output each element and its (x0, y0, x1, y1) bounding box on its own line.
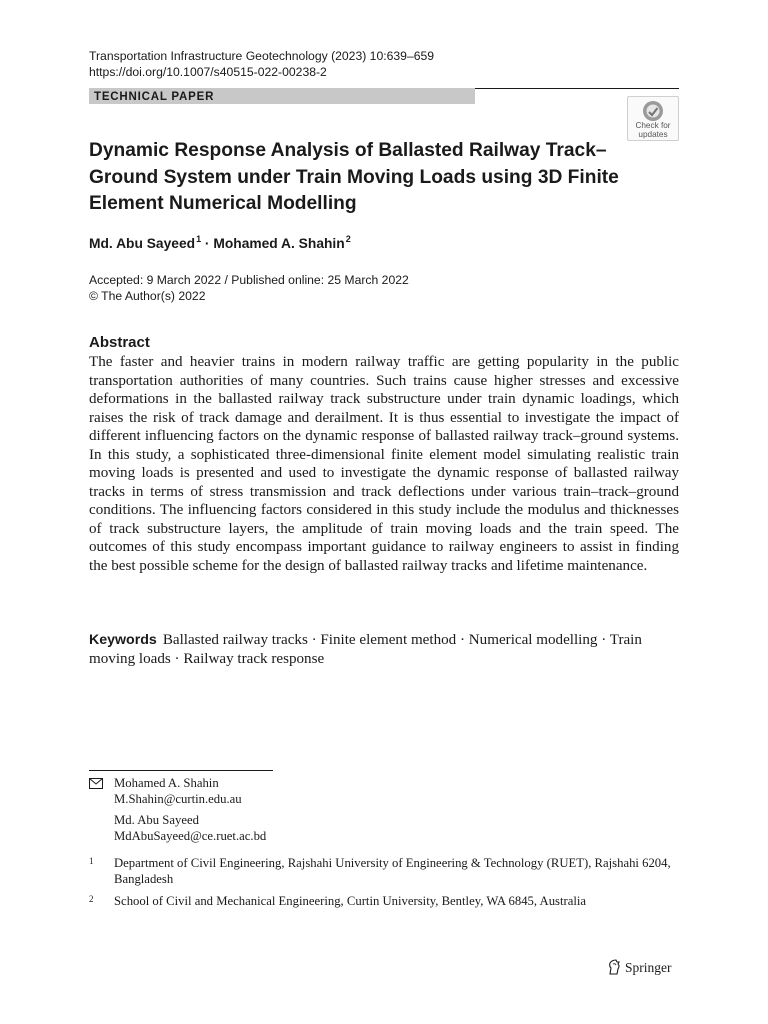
springer-horse-icon (606, 959, 622, 975)
author-separator: · (201, 236, 214, 251)
author-list (89, 230, 351, 253)
doi-link[interactable]: https://doi.org/10.1007/s40515-022-00238-2 (89, 64, 327, 79)
badge-line-1: Check for (635, 121, 671, 130)
envelope-icon (89, 778, 103, 789)
copyright-notice: © The Author(s) 2022 (89, 288, 206, 303)
journal-header (89, 49, 434, 80)
author-name[interactable]: Md. Abu Sayeed (89, 236, 196, 251)
affiliation-text: Department of Civil Engineering, Rajshahi University of Engineering & Technology (RUET), Rajshahi 6204, Bangladesh (114, 856, 671, 886)
contact-name: Mohamed A. Shahin (114, 776, 219, 790)
keywords (89, 631, 679, 669)
author-name[interactable]: Mohamed A. Shahin (213, 236, 345, 251)
keywords-label: Keywords (89, 632, 157, 648)
affiliation-number: 1 (89, 856, 94, 866)
publisher-name: Springer (625, 960, 672, 975)
paper-title: Dynamic Response Analysis of Ballasted Railway Track–Ground System under Train Moving Loads using 3D Finite Element Numerical Modelling (89, 140, 619, 214)
check-for-updates-icon (642, 100, 664, 122)
publication-dates (89, 273, 409, 304)
journal-citation: Transportation Infrastructure Geotechnology (2023) 10:639–659 (89, 49, 435, 63)
affiliation-number: 2 (89, 894, 94, 904)
badge-line-2: updates (638, 130, 668, 139)
corresponding-author (114, 776, 242, 807)
accepted-published-dates: Accepted: 9 March 2022 / Published online: 25 March 2022 (89, 273, 409, 287)
author-affiliation-marker: 2 (345, 234, 351, 244)
check-for-updates-badge[interactable] (627, 96, 679, 141)
footnote-rule (89, 770, 273, 771)
affiliation-text: School of Civil and Mechanical Engineering, Curtin University, Bentley, WA 6845, Australia (114, 894, 587, 908)
header-rule (475, 88, 679, 89)
contact-email[interactable]: MdAbuSayeed@ce.ruet.ac.bd (114, 828, 267, 843)
abstract-heading: Abstract (89, 334, 150, 351)
author-affiliation-marker: 1 (196, 234, 202, 244)
keywords-text: Ballasted railway tracks · Finite element method · Numerical modelling · Train moving loads · Railway track response (89, 632, 642, 667)
contact-name: Md. Abu Sayeed (114, 813, 199, 827)
abstract-text: The faster and heavier trains in modern railway traffic are getting popularity in the public transportation authorities of many countries. Such trains cause higher stresses and excessive deformations in the ballasted railway track substructure under train dynamic loadings, which raises the risk of track damage and derailment. It is thus essential to investigate the impact of different influencing factors on the dynamic response of ballasted railway track–ground systems. In this study, a sophisticated three-dimensional finite element model simulating realistic train moving loads is presented and used to investigate the dynamic response of ballasted railway tracks in terms of stress transmission and track deflections under various train–track–ground conditions. The influencing factors considered in this study include the modulus and thicknesses of track substructure layers, the amplitude of train moving loads and the train speed. The outcomes of this study encompass important guidance to railway engineers to assist in finding the best possible scheme for the design of ballasted railway tracks and lifetime maintenance. (89, 354, 679, 574)
article-type-label: TECHNICAL PAPER (94, 90, 215, 103)
co-author-contact (114, 813, 266, 844)
contact-email[interactable]: M.Shahin@curtin.edu.au (114, 791, 242, 806)
